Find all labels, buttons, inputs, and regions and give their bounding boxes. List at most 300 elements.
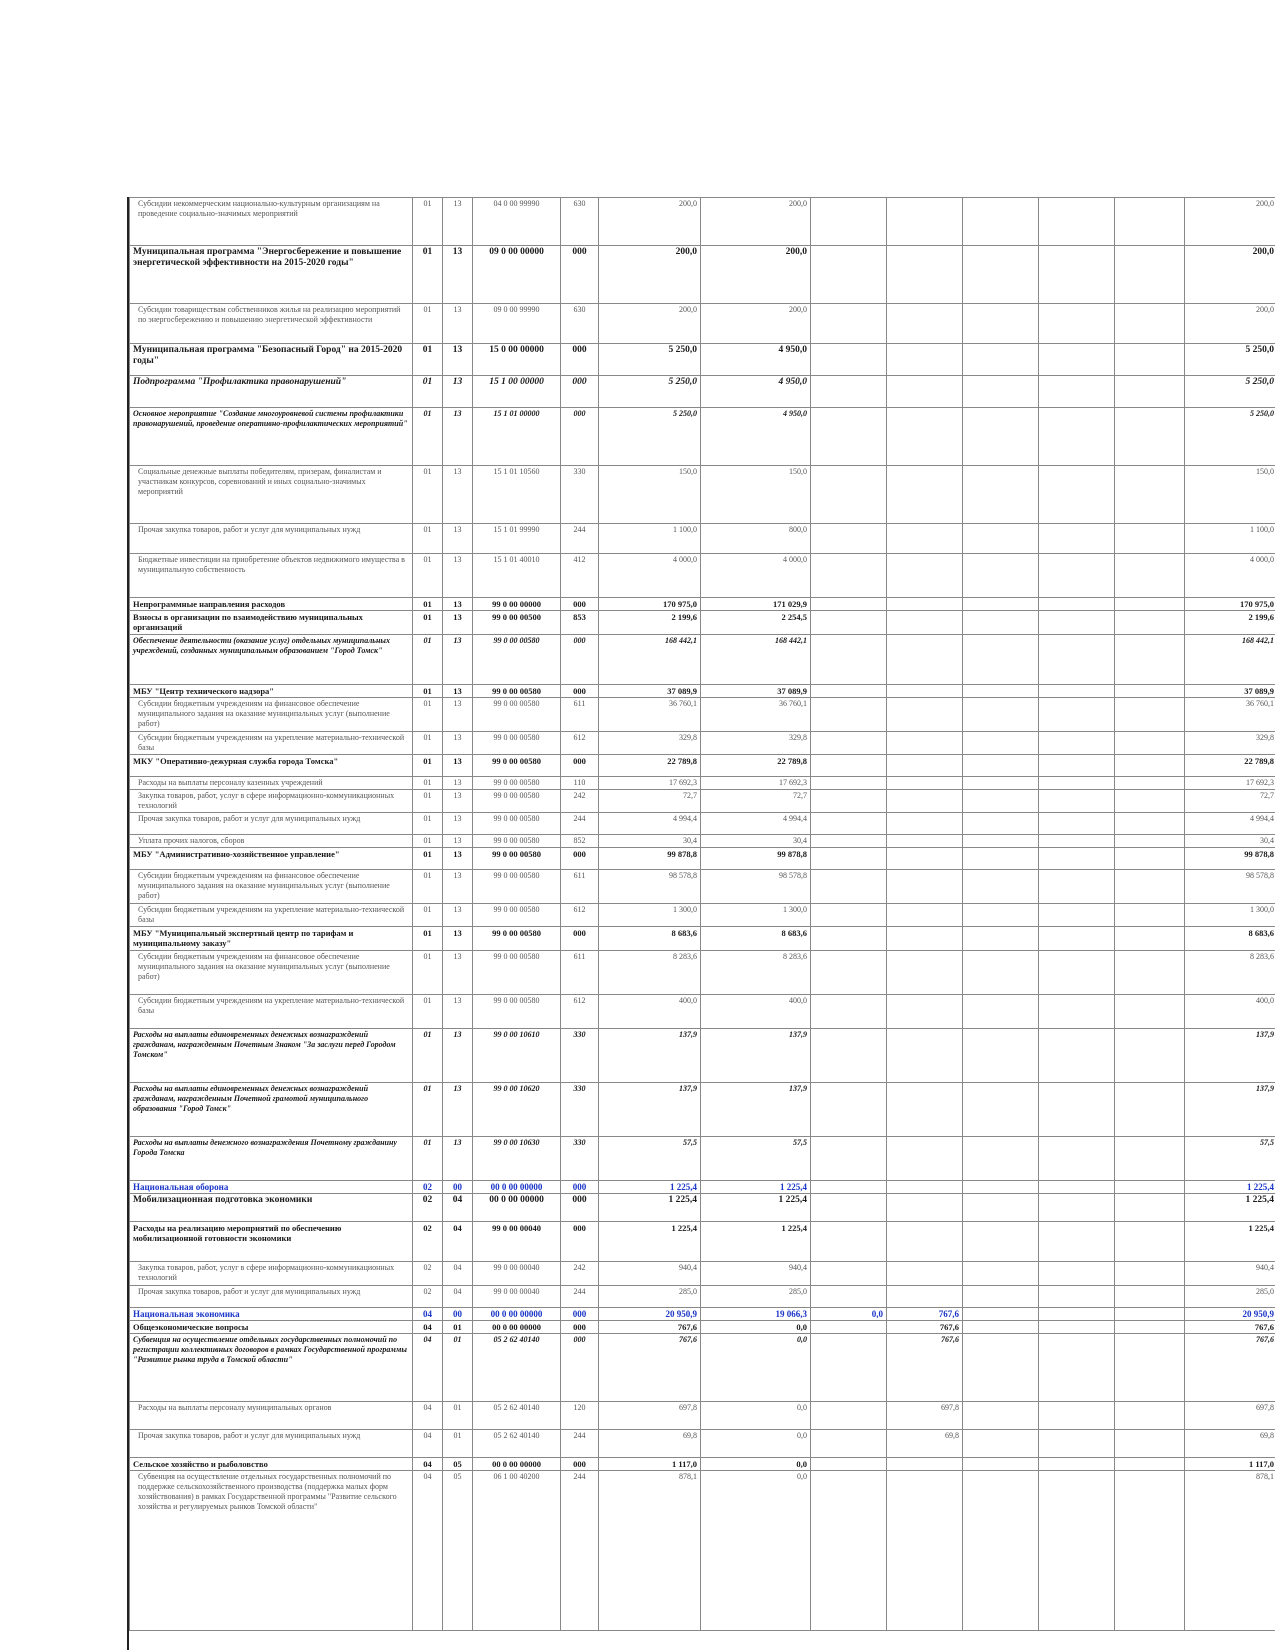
expense-type-cell: 000 [561, 1458, 599, 1471]
section-code-cell: 04 [413, 1334, 443, 1402]
target-article-cell: 99 0 00 00580 [473, 951, 561, 995]
amount-col-2-cell: 400,0 [701, 995, 811, 1029]
amount-col-4-cell [887, 304, 963, 344]
section-code-cell: 01 [413, 848, 443, 870]
amount-col-4-cell [887, 870, 963, 904]
amount-col-5-cell [963, 466, 1039, 524]
amount-col-6-cell [1039, 246, 1115, 304]
amount-col-3-cell [811, 813, 887, 835]
row-name-cell: Расходы на реализацию мероприятий по обеспечению мобилизационной готовности экономики [130, 1222, 413, 1262]
amount-col-1-cell: 1 100,0 [599, 524, 701, 554]
target-article-cell: 00 0 00 00000 [473, 1194, 561, 1222]
section-code-cell: 01 [413, 1083, 443, 1137]
amount-col-1-cell: 22 789,8 [599, 755, 701, 777]
subsection-code-cell: 13 [443, 524, 473, 554]
subsection-code-cell: 01 [443, 1334, 473, 1402]
amount-col-2-cell: 200,0 [701, 246, 811, 304]
table-row [130, 1321, 1275, 1334]
amount-total-cell: 72,7 [1185, 790, 1275, 813]
subsection-code-cell: 13 [443, 848, 473, 870]
table-row [130, 611, 1275, 635]
amount-col-4-cell [887, 732, 963, 755]
amount-total-cell: 168 442,1 [1185, 635, 1275, 685]
row-name-cell: Мобилизационная подготовка экономики [130, 1194, 413, 1222]
amount-total-cell: 30,4 [1185, 835, 1275, 848]
amount-total-cell: 940,4 [1185, 1262, 1275, 1286]
table-row [130, 790, 1275, 813]
table-row [130, 813, 1275, 835]
table-row [130, 995, 1275, 1029]
amount-col-5-cell [963, 1308, 1039, 1321]
amount-col-6-cell [1039, 198, 1115, 246]
amount-col-2-cell: 168 442,1 [701, 635, 811, 685]
expense-type-cell: 612 [561, 732, 599, 755]
amount-total-cell: 200,0 [1185, 246, 1275, 304]
amount-col-5-cell [963, 904, 1039, 927]
subsection-code-cell: 13 [443, 198, 473, 246]
expense-type-cell: 000 [561, 376, 599, 408]
amount-col-3-cell [811, 466, 887, 524]
row-name-cell: Субсидии товариществам собственников жилья на реализацию мероприятий по энергосбережению и повышению энергетической эффективности [130, 304, 413, 344]
amount-col-1-cell: 2 199,6 [599, 611, 701, 635]
amount-total-cell: 1 300,0 [1185, 904, 1275, 927]
row-name-cell: Расходы на выплаты единовременных денежных вознаграждений гражданам, награжденным Почетной грамотой муниципального образования "Город Томск" [130, 1083, 413, 1137]
subsection-code-cell: 13 [443, 870, 473, 904]
section-code-cell: 01 [413, 344, 443, 376]
amount-col-6-cell [1039, 598, 1115, 611]
amount-col-3-cell [811, 1321, 887, 1334]
section-code-cell: 01 [413, 698, 443, 732]
amount-col-5-cell [963, 376, 1039, 408]
subsection-code-cell: 13 [443, 246, 473, 304]
amount-total-cell: 150,0 [1185, 466, 1275, 524]
expense-type-cell: 611 [561, 951, 599, 995]
amount-total-cell: 37 089,9 [1185, 685, 1275, 698]
row-name-cell: Муниципальная программа "Энергосбережение и повышение энергетической эффективности на 2015-2020 годы" [130, 246, 413, 304]
amount-col-5-cell [963, 698, 1039, 732]
amount-total-cell: 99 878,8 [1185, 848, 1275, 870]
subsection-code-cell: 01 [443, 1402, 473, 1430]
amount-col-7-cell [1115, 1321, 1185, 1334]
amount-total-cell: 878,1 [1185, 1471, 1275, 1631]
amount-col-4-cell [887, 790, 963, 813]
expense-type-cell: 000 [561, 408, 599, 466]
amount-col-7-cell [1115, 685, 1185, 698]
amount-total-cell: 22 789,8 [1185, 755, 1275, 777]
amount-col-4-cell [887, 848, 963, 870]
amount-col-4-cell [887, 755, 963, 777]
row-name-cell: Субсидии бюджетным учреждениям на финансовое обеспечение муниципального задания на оказание муниципальных услуг (выполнение работ) [130, 698, 413, 732]
target-article-cell: 99 0 00 00580 [473, 635, 561, 685]
amount-col-6-cell [1039, 408, 1115, 466]
table-row [130, 408, 1275, 466]
amount-col-5-cell [963, 1321, 1039, 1334]
target-article-cell: 99 0 00 00580 [473, 813, 561, 835]
amount-col-4-cell [887, 1181, 963, 1194]
amount-col-6-cell [1039, 1430, 1115, 1458]
subsection-code-cell: 13 [443, 344, 473, 376]
subsection-code-cell: 01 [443, 1430, 473, 1458]
amount-col-7-cell [1115, 304, 1185, 344]
budget-table-body [130, 198, 1275, 1631]
subsection-code-cell: 13 [443, 376, 473, 408]
amount-col-7-cell [1115, 246, 1185, 304]
amount-total-cell: 36 760,1 [1185, 698, 1275, 732]
subsection-code-cell: 00 [443, 1181, 473, 1194]
target-article-cell: 09 0 00 00000 [473, 246, 561, 304]
amount-total-cell: 285,0 [1185, 1286, 1275, 1308]
section-code-cell: 01 [413, 611, 443, 635]
amount-col-7-cell [1115, 732, 1185, 755]
expense-type-cell: 244 [561, 813, 599, 835]
amount-col-3-cell [811, 1334, 887, 1402]
amount-col-1-cell: 8 683,6 [599, 927, 701, 951]
expense-type-cell: 330 [561, 466, 599, 524]
target-article-cell: 15 1 01 99990 [473, 524, 561, 554]
amount-col-4-cell [887, 1083, 963, 1137]
table-row [130, 1308, 1275, 1321]
section-code-cell: 01 [413, 304, 443, 344]
table-row [130, 524, 1275, 554]
subsection-code-cell: 13 [443, 755, 473, 777]
amount-col-4-cell [887, 635, 963, 685]
target-article-cell: 06 1 00 40200 [473, 1471, 561, 1631]
amount-col-4-cell [887, 611, 963, 635]
amount-col-4-cell [887, 685, 963, 698]
section-code-cell: 01 [413, 198, 443, 246]
amount-col-1-cell: 72,7 [599, 790, 701, 813]
amount-total-cell: 137,9 [1185, 1029, 1275, 1083]
amount-col-4-cell [887, 1262, 963, 1286]
amount-col-5-cell [963, 1286, 1039, 1308]
row-name-cell: Расходы на выплаты персоналу муниципальных органов [130, 1402, 413, 1430]
amount-col-6-cell [1039, 732, 1115, 755]
target-article-cell: 99 0 00 00580 [473, 777, 561, 790]
amount-col-2-cell: 940,4 [701, 1262, 811, 1286]
amount-col-6-cell [1039, 848, 1115, 870]
amount-col-2-cell: 36 760,1 [701, 698, 811, 732]
amount-total-cell: 1 225,4 [1185, 1194, 1275, 1222]
amount-col-3-cell [811, 376, 887, 408]
expense-type-cell: 412 [561, 554, 599, 598]
amount-col-2-cell: 0,0 [701, 1458, 811, 1471]
amount-col-5-cell [963, 685, 1039, 698]
amount-total-cell: 767,6 [1185, 1321, 1275, 1334]
amount-col-7-cell [1115, 1402, 1185, 1430]
table-row [130, 1286, 1275, 1308]
section-code-cell: 04 [413, 1471, 443, 1631]
table-row [130, 732, 1275, 755]
amount-col-6-cell [1039, 1029, 1115, 1083]
amount-col-4-cell: 767,6 [887, 1334, 963, 1402]
amount-col-5-cell [963, 1458, 1039, 1471]
amount-col-7-cell [1115, 524, 1185, 554]
amount-col-5-cell [963, 611, 1039, 635]
amount-col-4-cell: 69,8 [887, 1430, 963, 1458]
row-name-cell: Муниципальная программа "Безопасный Город" на 2015-2020 годы" [130, 344, 413, 376]
row-name-cell: Расходы на выплаты денежного вознаграждения Почетному гражданину Города Томска [130, 1137, 413, 1181]
amount-col-1-cell: 150,0 [599, 466, 701, 524]
amount-col-6-cell [1039, 790, 1115, 813]
amount-col-5-cell [963, 344, 1039, 376]
amount-col-1-cell: 200,0 [599, 198, 701, 246]
amount-col-6-cell [1039, 813, 1115, 835]
amount-col-4-cell [887, 698, 963, 732]
subsection-code-cell: 13 [443, 1137, 473, 1181]
amount-col-2-cell: 0,0 [701, 1471, 811, 1631]
amount-col-7-cell [1115, 951, 1185, 995]
row-name-cell: Общеэкономические вопросы [130, 1321, 413, 1334]
amount-col-2-cell: 99 878,8 [701, 848, 811, 870]
amount-col-3-cell [811, 1458, 887, 1471]
amount-col-3-cell [811, 1222, 887, 1262]
table-row [130, 951, 1275, 995]
target-article-cell: 99 0 00 00580 [473, 870, 561, 904]
amount-col-7-cell [1115, 635, 1185, 685]
expense-type-cell: 244 [561, 1286, 599, 1308]
amount-col-4-cell [887, 1029, 963, 1083]
amount-col-4-cell [887, 1137, 963, 1181]
amount-col-7-cell [1115, 995, 1185, 1029]
expense-type-cell: 330 [561, 1137, 599, 1181]
expense-type-cell: 630 [561, 198, 599, 246]
subsection-code-cell: 13 [443, 777, 473, 790]
amount-col-7-cell [1115, 848, 1185, 870]
amount-col-1-cell: 4 000,0 [599, 554, 701, 598]
section-code-cell: 04 [413, 1402, 443, 1430]
amount-col-6-cell [1039, 1334, 1115, 1402]
amount-col-6-cell [1039, 995, 1115, 1029]
amount-col-7-cell [1115, 1334, 1185, 1402]
row-name-cell: Субсидии некоммерческим национально-культурным организациям на проведение социально-значимых мероприятий [130, 198, 413, 246]
section-code-cell: 01 [413, 408, 443, 466]
table-row [130, 1334, 1275, 1402]
target-article-cell: 15 1 01 00000 [473, 408, 561, 466]
amount-col-5-cell [963, 1083, 1039, 1137]
amount-col-3-cell: 0,0 [811, 1308, 887, 1321]
target-article-cell: 00 0 00 00000 [473, 1321, 561, 1334]
target-article-cell: 99 0 00 00580 [473, 927, 561, 951]
amount-total-cell: 137,9 [1185, 1083, 1275, 1137]
amount-col-1-cell: 1 225,4 [599, 1181, 701, 1194]
amount-col-3-cell [811, 304, 887, 344]
subsection-code-cell: 04 [443, 1286, 473, 1308]
expense-type-cell: 000 [561, 344, 599, 376]
section-code-cell: 01 [413, 755, 443, 777]
amount-col-1-cell: 878,1 [599, 1471, 701, 1631]
section-code-cell: 01 [413, 835, 443, 848]
expense-type-cell: 244 [561, 1430, 599, 1458]
amount-col-2-cell: 22 789,8 [701, 755, 811, 777]
expense-type-cell: 000 [561, 1308, 599, 1321]
target-article-cell: 15 1 01 10560 [473, 466, 561, 524]
amount-col-1-cell: 767,6 [599, 1321, 701, 1334]
amount-col-3-cell [811, 927, 887, 951]
amount-col-5-cell [963, 1262, 1039, 1286]
section-code-cell: 04 [413, 1430, 443, 1458]
amount-total-cell: 697,8 [1185, 1402, 1275, 1430]
subsection-code-cell: 13 [443, 1083, 473, 1137]
table-row [130, 927, 1275, 951]
section-code-cell: 01 [413, 951, 443, 995]
amount-col-7-cell [1115, 376, 1185, 408]
table-row [130, 304, 1275, 344]
amount-col-2-cell: 137,9 [701, 1029, 811, 1083]
amount-col-3-cell [811, 598, 887, 611]
amount-total-cell: 5 250,0 [1185, 376, 1275, 408]
section-code-cell: 02 [413, 1194, 443, 1222]
table-row [130, 1222, 1275, 1262]
amount-col-2-cell: 4 950,0 [701, 344, 811, 376]
amount-col-7-cell [1115, 1430, 1185, 1458]
amount-col-7-cell [1115, 835, 1185, 848]
amount-col-6-cell [1039, 1308, 1115, 1321]
amount-total-cell: 1 100,0 [1185, 524, 1275, 554]
section-code-cell: 01 [413, 732, 443, 755]
target-article-cell: 00 0 00 00000 [473, 1458, 561, 1471]
amount-col-6-cell [1039, 685, 1115, 698]
expense-type-cell: 000 [561, 1321, 599, 1334]
section-code-cell: 01 [413, 790, 443, 813]
amount-col-3-cell [811, 1137, 887, 1181]
table-row [130, 1262, 1275, 1286]
amount-col-3-cell [811, 995, 887, 1029]
amount-col-3-cell [811, 777, 887, 790]
amount-col-6-cell [1039, 1471, 1115, 1631]
expense-type-cell: 000 [561, 848, 599, 870]
subsection-code-cell: 13 [443, 732, 473, 755]
amount-col-3-cell [811, 344, 887, 376]
amount-col-7-cell [1115, 1458, 1185, 1471]
table-row [130, 198, 1275, 246]
amount-col-3-cell [811, 1402, 887, 1430]
amount-total-cell: 1 225,4 [1185, 1222, 1275, 1262]
expense-type-cell: 330 [561, 1029, 599, 1083]
amount-col-7-cell [1115, 755, 1185, 777]
table-row [130, 1430, 1275, 1458]
row-name-cell: Сельское хозяйство и рыболовство [130, 1458, 413, 1471]
amount-col-2-cell: 57,5 [701, 1137, 811, 1181]
section-code-cell: 04 [413, 1458, 443, 1471]
amount-col-7-cell [1115, 1286, 1185, 1308]
amount-col-1-cell: 5 250,0 [599, 376, 701, 408]
section-code-cell: 04 [413, 1308, 443, 1321]
amount-col-5-cell [963, 1181, 1039, 1194]
amount-total-cell: 200,0 [1185, 304, 1275, 344]
amount-col-1-cell: 137,9 [599, 1029, 701, 1083]
section-code-cell: 01 [413, 995, 443, 1029]
table-row [130, 554, 1275, 598]
target-article-cell: 99 0 00 00500 [473, 611, 561, 635]
amount-col-5-cell [963, 408, 1039, 466]
section-code-cell: 01 [413, 1137, 443, 1181]
amount-col-1-cell: 36 760,1 [599, 698, 701, 732]
amount-total-cell: 57,5 [1185, 1137, 1275, 1181]
amount-col-3-cell [811, 755, 887, 777]
row-name-cell: Непрограммные направления расходов [130, 598, 413, 611]
amount-col-4-cell [887, 951, 963, 995]
target-article-cell: 99 0 00 00580 [473, 755, 561, 777]
amount-total-cell: 8 683,6 [1185, 927, 1275, 951]
amount-col-3-cell [811, 554, 887, 598]
amount-col-7-cell [1115, 1222, 1185, 1262]
amount-col-6-cell [1039, 1262, 1115, 1286]
amount-total-cell: 1 225,4 [1185, 1181, 1275, 1194]
amount-col-3-cell [811, 1181, 887, 1194]
amount-col-3-cell [811, 835, 887, 848]
row-name-cell: Уплата прочих налогов, сборов [130, 835, 413, 848]
row-name-cell: Национальная оборона [130, 1181, 413, 1194]
target-article-cell: 05 2 62 40140 [473, 1430, 561, 1458]
amount-col-5-cell [963, 1194, 1039, 1222]
amount-col-4-cell [887, 524, 963, 554]
subsection-code-cell: 05 [443, 1471, 473, 1631]
table-row [130, 1471, 1275, 1631]
amount-col-7-cell [1115, 408, 1185, 466]
subsection-code-cell: 13 [443, 951, 473, 995]
section-code-cell: 01 [413, 870, 443, 904]
target-article-cell: 99 0 00 00040 [473, 1222, 561, 1262]
table-row [130, 904, 1275, 927]
amount-col-3-cell [811, 732, 887, 755]
amount-col-3-cell [811, 698, 887, 732]
amount-col-1-cell: 200,0 [599, 246, 701, 304]
amount-col-7-cell [1115, 790, 1185, 813]
expense-type-cell: 852 [561, 835, 599, 848]
amount-col-1-cell: 17 692,3 [599, 777, 701, 790]
amount-col-2-cell: 1 225,4 [701, 1222, 811, 1262]
row-name-cell: Прочая закупка товаров, работ и услуг для муниципальных нужд [130, 524, 413, 554]
amount-total-cell: 329,8 [1185, 732, 1275, 755]
table-row [130, 685, 1275, 698]
amount-col-4-cell [887, 466, 963, 524]
amount-col-6-cell [1039, 870, 1115, 904]
amount-col-1-cell: 5 250,0 [599, 408, 701, 466]
target-article-cell: 04 0 00 99990 [473, 198, 561, 246]
subsection-code-cell: 13 [443, 790, 473, 813]
row-name-cell: Субсидии бюджетным учреждениям на укрепление материально-технической базы [130, 995, 413, 1029]
amount-col-2-cell: 137,9 [701, 1083, 811, 1137]
amount-col-3-cell [811, 1083, 887, 1137]
table-row [130, 1458, 1275, 1471]
amount-col-7-cell [1115, 698, 1185, 732]
amount-col-1-cell: 69,8 [599, 1430, 701, 1458]
amount-col-4-cell [887, 813, 963, 835]
amount-total-cell: 17 692,3 [1185, 777, 1275, 790]
amount-col-7-cell [1115, 344, 1185, 376]
amount-col-5-cell [963, 848, 1039, 870]
amount-col-6-cell [1039, 611, 1115, 635]
amount-col-5-cell [963, 755, 1039, 777]
subsection-code-cell: 13 [443, 835, 473, 848]
table-row [130, 698, 1275, 732]
expense-type-cell: 612 [561, 904, 599, 927]
amount-col-5-cell [963, 790, 1039, 813]
amount-total-cell: 20 950,9 [1185, 1308, 1275, 1321]
row-name-cell: МБУ "Муниципальный экспертный центр по тарифам и муниципальному заказу" [130, 927, 413, 951]
subsection-code-cell: 04 [443, 1222, 473, 1262]
subsection-code-cell: 13 [443, 927, 473, 951]
subsection-code-cell: 13 [443, 698, 473, 732]
amount-col-7-cell [1115, 598, 1185, 611]
amount-col-6-cell [1039, 635, 1115, 685]
amount-col-7-cell [1115, 554, 1185, 598]
section-code-cell: 01 [413, 685, 443, 698]
table-row [130, 1181, 1275, 1194]
target-article-cell: 99 0 00 00580 [473, 904, 561, 927]
amount-col-7-cell [1115, 1137, 1185, 1181]
amount-col-6-cell [1039, 698, 1115, 732]
